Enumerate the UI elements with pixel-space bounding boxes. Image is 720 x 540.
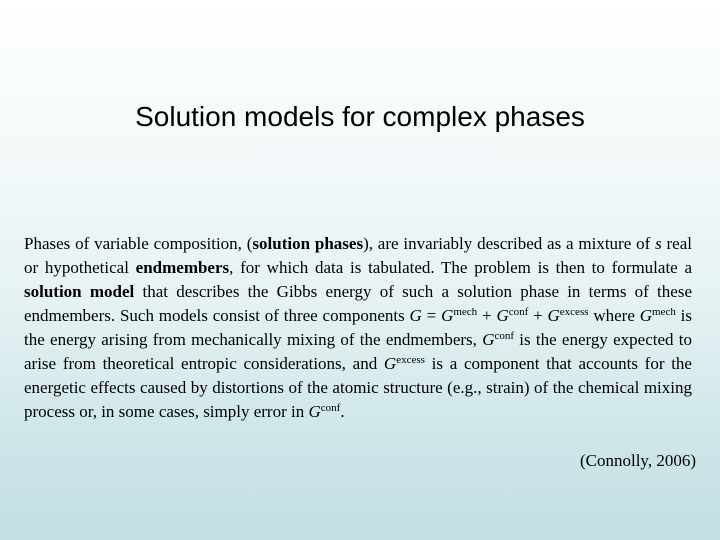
equation-symbol: G <box>409 306 422 325</box>
slide-title: Solution models for complex phases <box>135 101 585 132</box>
body-paragraph: Phases of variable composition, (solution phases), are invariably described as a mixture of s real or hypothetical endmembers, for which data is tabulated. The problem is then to formulate a solution model that describes the Gibbs energy of such a solution phase in terms of these endmembers. Such models consist of three components $G = G^{mech} + G^{conf} + G^{excess}$ where $G^{mech}$ is the energy arising from mechanically mixing of the endmembers, $G^{conf}$ is the energy expected to arise from theoretical entropic considerations, and $G^{excess}$ is a component that accounts for the energetic effects caused by distortions of the atomic structure (e.g., strain) of the chemical mixing process or, in some cases, simply error in $G^{conf}$. <box>24 234 692 421</box>
term-solution-model: solution model <box>24 282 135 301</box>
term-solution-phases: solution phases <box>252 234 364 253</box>
citation: (Connolly, 2006) <box>579 451 696 470</box>
term-endmembers: endmembers <box>135 258 230 277</box>
